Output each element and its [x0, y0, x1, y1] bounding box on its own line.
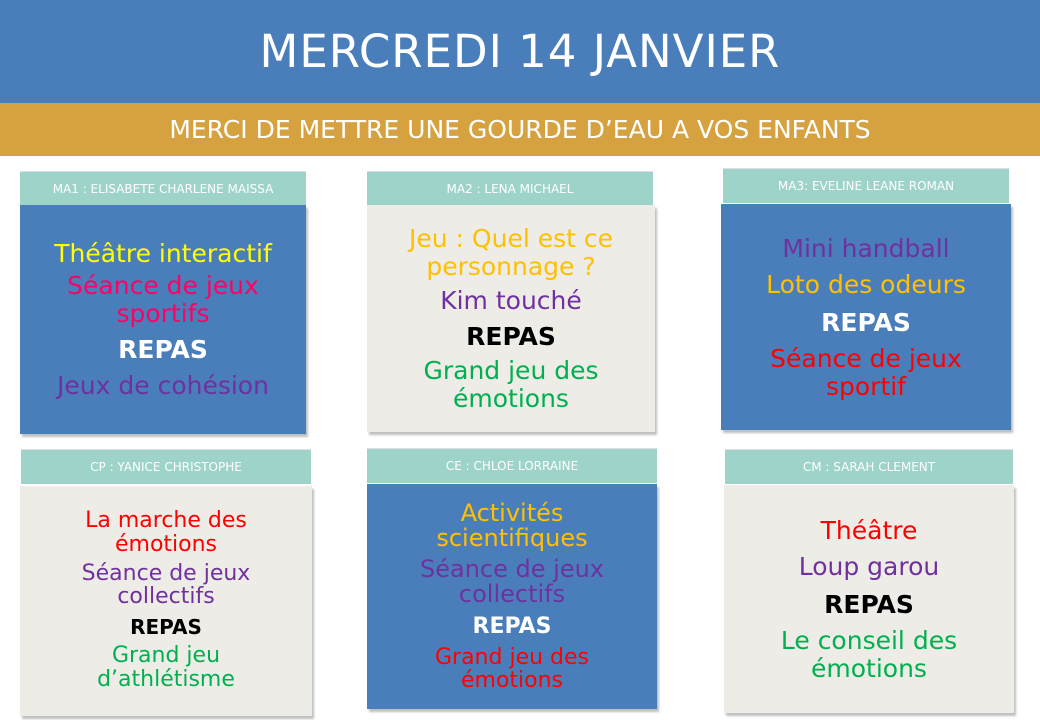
activity-item-meal: REPAS	[466, 321, 556, 351]
water-bottle-notice: MERCI DE METTRE UNE GOURDE D’EAU A VOS ENFANTS	[0, 103, 1040, 156]
group-header-ce: CE : CHLOE LORRAINE	[367, 448, 657, 483]
activity-item: La marche des émotions	[85, 508, 247, 557]
activity-panel-ma3	[721, 204, 1011, 430]
activity-item: Séance de jeux collectifs	[420, 555, 604, 609]
group-header-cm: CM : SARAH CLEMENT	[725, 449, 1013, 484]
activity-item: Théâtre interactif	[54, 238, 272, 268]
activity-item-meal: REPAS	[821, 308, 911, 337]
activity-item: Grand jeu d’athlétisme	[97, 643, 235, 693]
activity-item: Activités scientifiques	[436, 498, 588, 552]
activity-item: Séance de jeux collectifs	[81, 560, 251, 609]
activity-item-meal: REPAS	[824, 590, 914, 619]
activity-item-meal: REPAS	[118, 334, 208, 364]
activity-item: Loup garou	[798, 552, 940, 581]
activity-item: Séance de jeux sportif	[770, 344, 962, 401]
activity-item: Jeu : Quel est ce personnage ?	[409, 223, 613, 281]
activity-item-meal: REPAS	[130, 614, 202, 639]
activity-item: Le conseil des émotions	[780, 626, 958, 683]
activity-item: Grand jeu des émotions	[434, 645, 590, 694]
activity-panel-cm	[724, 485, 1014, 713]
activity-panel-ma2	[367, 205, 655, 432]
activity-item: Séance de jeux sportifs	[67, 270, 259, 328]
activity-item-meal: REPAS	[472, 614, 552, 640]
group-header-ma3: MA3: EVELINE LEANE ROMAN	[723, 168, 1009, 203]
activity-panel-ce	[367, 484, 657, 709]
group-header-ma2: MA2 : LENA MICHAEL	[367, 171, 653, 206]
page-title: MERCREDI 14 JANVIER	[0, 0, 1040, 103]
activity-item: Jeux de cohésion	[57, 370, 269, 400]
group-header-ma1: MA1 : ELISABETE CHARLENE MAISSA	[20, 171, 306, 206]
activity-panel-cp	[20, 486, 312, 716]
activity-item: Mini handball	[782, 234, 950, 263]
activity-item: Loto des odeurs	[766, 270, 966, 299]
group-header-cp: CP : YANICE CHRISTOPHE	[21, 449, 311, 484]
activity-panel-ma1	[20, 205, 306, 434]
activity-item: Grand jeu des émotions	[423, 355, 599, 413]
activity-item: Kim touché	[440, 285, 582, 315]
activity-item: Théâtre	[820, 516, 918, 545]
